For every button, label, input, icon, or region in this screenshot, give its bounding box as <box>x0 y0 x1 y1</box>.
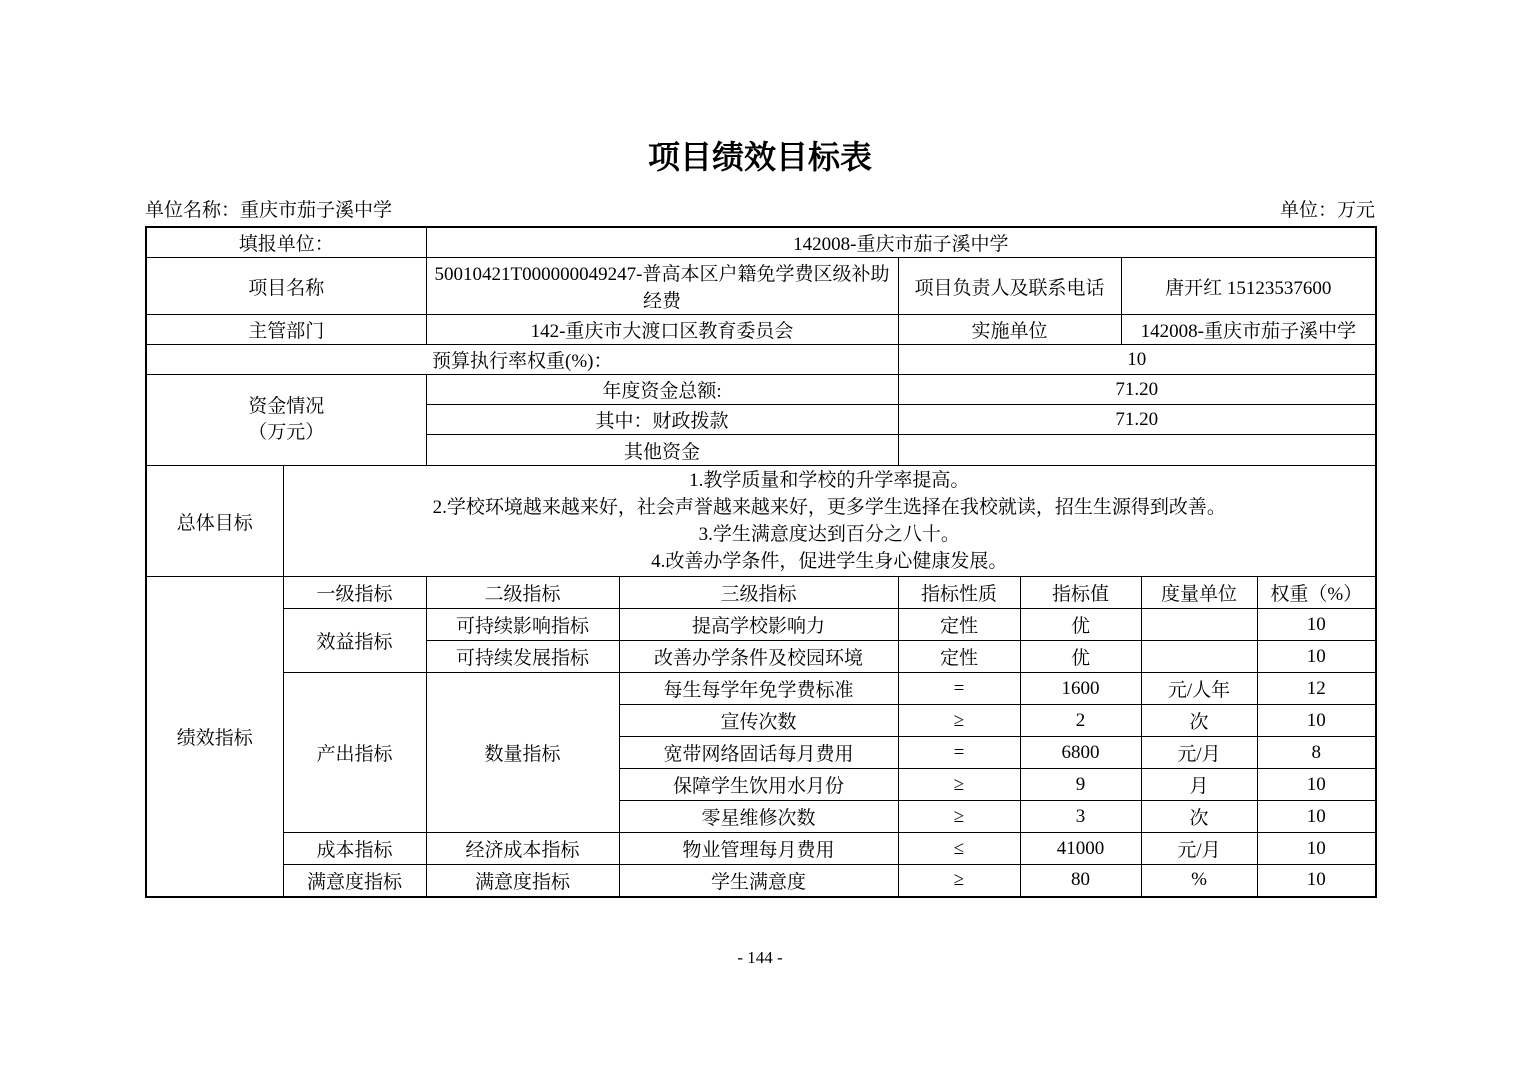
leader-label: 项目负责人及联系电话 <box>898 258 1121 315</box>
header-level2: 二级指标 <box>426 577 619 609</box>
overall-goal-label: 总体目标 <box>146 466 283 577</box>
fill-unit-value: 142008-重庆市茄子溪中学 <box>426 227 1376 258</box>
header-level3: 三级指标 <box>619 577 898 609</box>
performance-target-table <box>145 226 1377 898</box>
indicator-weight: 10 <box>1257 705 1376 737</box>
indicator-weight: 10 <box>1257 865 1376 897</box>
indicator-unit: 次 <box>1141 705 1257 737</box>
goal-line: 2.学校环境越来越来好，社会声誉越来越来好，更多学生选择在我校就读，招生生源得到改善。 <box>432 497 1226 518</box>
unit-name-label: 单位名称：重庆市茄子溪中学 <box>145 200 393 221</box>
indicator-nature: 定性 <box>898 609 1020 641</box>
indicator-value: 9 <box>1020 769 1141 801</box>
dept-label: 主管部门 <box>146 315 426 345</box>
leader-value: 唐开红 15123537600 <box>1121 258 1376 315</box>
indicator-unit: 元/月 <box>1141 833 1257 865</box>
indicator-nature: ≥ <box>898 705 1020 737</box>
goal-line: 4.改善办学条件，促进学生身心健康发展。 <box>651 551 1008 572</box>
goal-line: 1.教学质量和学校的升学率提高。 <box>689 470 970 491</box>
indicator-weight: 10 <box>1257 801 1376 833</box>
header-level1: 一级指标 <box>283 577 426 609</box>
indicator-level1: 成本指标 <box>283 833 426 865</box>
indicator-nature: ≥ <box>898 769 1020 801</box>
indicator-level2: 可持续影响指标 <box>426 609 619 641</box>
goal-line: 3.学生满意度达到百分之八十。 <box>698 524 960 545</box>
indicator-nature: = <box>898 737 1020 769</box>
project-name-label: 项目名称 <box>146 258 426 315</box>
dept-value: 142-重庆市大渡口区教育委员会 <box>426 315 898 345</box>
indicator-row <box>146 673 1376 705</box>
fill-unit-label: 填报单位： <box>146 227 426 258</box>
table-row <box>146 315 1376 345</box>
indicator-unit <box>1141 609 1257 641</box>
indicator-level2: 满意度指标 <box>426 865 619 897</box>
overall-goal-content <box>283 466 1376 577</box>
indicator-nature: ≥ <box>898 865 1020 897</box>
budget-weight-value: 10 <box>898 345 1376 375</box>
indicator-level3: 宣传次数 <box>619 705 898 737</box>
page-title: 项目绩效目标表 <box>647 139 872 175</box>
project-name-value: 50010421T000000049247-普高本区户籍免学费区级补助经费 <box>426 258 898 315</box>
indicator-level3: 提高学校影响力 <box>619 609 898 641</box>
indicator-value: 3 <box>1020 801 1141 833</box>
indicator-weight: 10 <box>1257 609 1376 641</box>
indicator-unit: 元/人年 <box>1141 673 1257 705</box>
indicator-unit: 次 <box>1141 801 1257 833</box>
funds-group-label-line2: （万元） <box>248 422 325 443</box>
indicator-value: 2 <box>1020 705 1141 737</box>
indicator-weight: 12 <box>1257 673 1376 705</box>
funds-fiscal-label: 其中：财政拨款 <box>426 405 898 435</box>
indicator-level1: 满意度指标 <box>283 865 426 897</box>
indicator-weight: 10 <box>1257 769 1376 801</box>
indicator-weight: 8 <box>1257 737 1376 769</box>
table-row <box>146 345 1376 375</box>
money-unit-label: 单位：万元 <box>1279 200 1375 221</box>
indicator-level2: 经济成本指标 <box>426 833 619 865</box>
table-meta-row <box>145 199 1375 223</box>
indicator-level3: 零星维修次数 <box>619 801 898 833</box>
funds-total-value: 71.20 <box>898 375 1376 405</box>
indicator-value: 6800 <box>1020 737 1141 769</box>
indicator-value: 80 <box>1020 865 1141 897</box>
indicator-group-label: 绩效指标 <box>146 577 283 897</box>
indicator-nature: 定性 <box>898 641 1020 673</box>
indicator-weight: 10 <box>1257 641 1376 673</box>
indicator-level2: 可持续发展指标 <box>426 641 619 673</box>
indicator-unit: 月 <box>1141 769 1257 801</box>
indicator-level3: 学生满意度 <box>619 865 898 897</box>
indicator-row <box>146 865 1376 897</box>
page-number: - 144 - <box>737 948 783 967</box>
impl-unit-value: 142008-重庆市茄子溪中学 <box>1121 315 1376 345</box>
indicator-weight: 10 <box>1257 833 1376 865</box>
indicator-value: 1600 <box>1020 673 1141 705</box>
header-weight: 权重（%） <box>1257 577 1376 609</box>
indicator-nature: ≥ <box>898 801 1020 833</box>
funds-total-label: 年度资金总额: <box>426 375 898 405</box>
indicator-level3: 改善办学条件及校园环境 <box>619 641 898 673</box>
table-row <box>146 466 1376 577</box>
indicator-row <box>146 833 1376 865</box>
funds-group-label-line1: 资金情况 <box>248 396 325 417</box>
indicator-level3: 物业管理每月费用 <box>619 833 898 865</box>
impl-unit-label: 实施单位 <box>898 315 1121 345</box>
indicator-nature: ≤ <box>898 833 1020 865</box>
header-value: 指标值 <box>1020 577 1141 609</box>
indicator-unit: 元/月 <box>1141 737 1257 769</box>
budget-weight-label: 预算执行率权重(%)： <box>146 345 898 375</box>
indicator-unit: % <box>1141 865 1257 897</box>
header-unit: 度量单位 <box>1141 577 1257 609</box>
table-row <box>146 375 1376 405</box>
indicator-row <box>146 609 1376 641</box>
indicator-header-row <box>146 577 1376 609</box>
indicator-level3: 宽带网络固话每月费用 <box>619 737 898 769</box>
header-nature: 指标性质 <box>898 577 1020 609</box>
indicator-nature: = <box>898 673 1020 705</box>
funds-other-value <box>898 435 1376 466</box>
indicator-level3: 每生每学年免学费标准 <box>619 673 898 705</box>
indicator-value: 优 <box>1020 609 1141 641</box>
indicator-value: 优 <box>1020 641 1141 673</box>
table-row <box>146 227 1376 258</box>
indicator-level3: 保障学生饮用水月份 <box>619 769 898 801</box>
funds-other-label: 其他资金 <box>426 435 898 466</box>
funds-group-label <box>146 375 426 466</box>
indicator-value: 41000 <box>1020 833 1141 865</box>
indicator-level1: 产出指标 <box>283 673 426 833</box>
indicator-level2: 数量指标 <box>426 673 619 833</box>
table-row <box>146 258 1376 315</box>
indicator-level1: 效益指标 <box>283 609 426 673</box>
indicator-unit <box>1141 641 1257 673</box>
funds-fiscal-value: 71.20 <box>898 405 1376 435</box>
